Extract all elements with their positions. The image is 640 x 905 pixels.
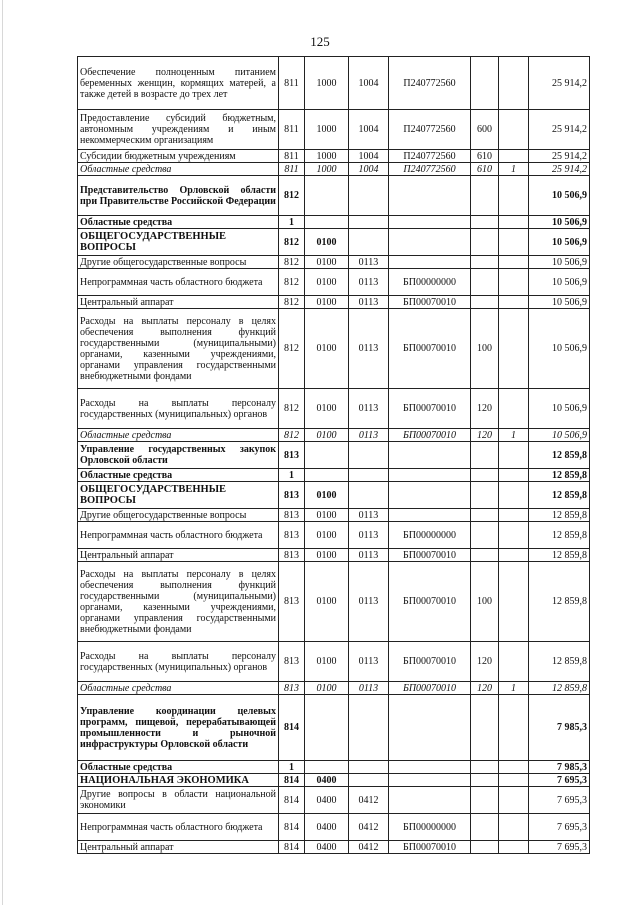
row-funding-source — [499, 229, 529, 256]
row-funding-source — [499, 216, 529, 229]
row-ved-code: 814 — [279, 814, 305, 841]
row-funding-source — [499, 296, 529, 309]
row-subsection-code — [349, 695, 389, 761]
row-name: Непрограммная часть областного бюджета — [78, 522, 279, 549]
table-row — [78, 176, 590, 216]
row-expense-type — [471, 841, 499, 854]
table-row — [78, 256, 590, 269]
row-name: ОБЩЕГОСУДАРСТВЕННЫЕ ВОПРОСЫ — [78, 229, 279, 256]
row-ved-code: 813 — [279, 549, 305, 562]
row-section-code — [305, 695, 349, 761]
row-funding-source — [499, 57, 529, 110]
table-row — [78, 841, 590, 854]
row-ved-code: 813 — [279, 482, 305, 509]
page-number: 125 — [310, 34, 330, 49]
table-row — [78, 269, 590, 296]
row-expense-type — [471, 549, 499, 562]
row-ved-code: 812 — [279, 429, 305, 442]
row-funding-source — [499, 549, 529, 562]
row-name: Центральный аппарат — [78, 296, 279, 309]
row-subsection-code — [349, 216, 389, 229]
row-subsection-code — [349, 774, 389, 787]
row-amount: 10 506,9 — [529, 309, 590, 389]
row-section-code: 0100 — [305, 256, 349, 269]
table-row — [78, 110, 590, 150]
row-amount: 10 506,9 — [529, 256, 590, 269]
table-row — [78, 429, 590, 442]
row-subsection-code: 1004 — [349, 110, 389, 150]
row-name: Областные средства — [78, 163, 279, 176]
row-subsection-code: 0113 — [349, 429, 389, 442]
row-expense-type — [471, 469, 499, 482]
table-row — [78, 642, 590, 682]
row-expense-type — [471, 787, 499, 814]
row-subsection-code: 0113 — [349, 296, 389, 309]
row-amount: 10 506,9 — [529, 296, 590, 309]
row-amount: 12 859,8 — [529, 522, 590, 549]
row-name: НАЦИОНАЛЬНАЯ ЭКОНОМИКА — [78, 774, 279, 787]
row-name: Центральный аппарат — [78, 841, 279, 854]
row-amount: 7 985,3 — [529, 695, 590, 761]
row-expense-type — [471, 442, 499, 469]
row-funding-source — [499, 642, 529, 682]
row-name: Расходы на выплаты персоналу государственных (муниципальных) органов — [78, 389, 279, 429]
table-row — [78, 389, 590, 429]
row-amount: 7 695,3 — [529, 841, 590, 854]
row-subsection-code — [349, 469, 389, 482]
row-expense-type: 100 — [471, 309, 499, 389]
row-ved-code: 1 — [279, 216, 305, 229]
row-funding-source — [499, 150, 529, 163]
row-target-article: БП00070010 — [389, 296, 471, 309]
row-funding-source — [499, 176, 529, 216]
row-subsection-code: 0412 — [349, 841, 389, 854]
row-amount: 10 506,9 — [529, 389, 590, 429]
row-name: ОБЩЕГОСУДАРСТВЕННЫЕ ВОПРОСЫ — [78, 482, 279, 509]
row-expense-type — [471, 229, 499, 256]
row-section-code: 0100 — [305, 309, 349, 389]
row-amount: 10 506,9 — [529, 269, 590, 296]
row-name: Центральный аппарат — [78, 549, 279, 562]
row-section-code: 0100 — [305, 296, 349, 309]
row-ved-code: 813 — [279, 509, 305, 522]
row-section-code — [305, 442, 349, 469]
table-row — [78, 695, 590, 761]
row-target-article: П240772560 — [389, 110, 471, 150]
row-target-article — [389, 469, 471, 482]
row-funding-source — [499, 389, 529, 429]
row-amount: 10 506,9 — [529, 429, 590, 442]
row-funding-source — [499, 509, 529, 522]
row-expense-type — [471, 482, 499, 509]
row-expense-type — [471, 269, 499, 296]
row-name: Управление координации целевых программ, пищевой, перерабатывающей промышленности и рыночной инфраструктуры Орловской области — [78, 695, 279, 761]
row-subsection-code: 0113 — [349, 642, 389, 682]
row-section-code: 1000 — [305, 57, 349, 110]
table-row — [78, 469, 590, 482]
table-row — [78, 761, 590, 774]
row-name: Расходы на выплаты персоналу в целях обеспечения выполнения функций государственными (муниципальными) органами, казенными учреждениями, органами управления государственными внебюджетными фондами — [78, 562, 279, 642]
row-funding-source — [499, 110, 529, 150]
row-amount: 7 695,3 — [529, 774, 590, 787]
row-subsection-code: 0113 — [349, 389, 389, 429]
row-expense-type — [471, 695, 499, 761]
row-section-code: 0400 — [305, 774, 349, 787]
row-funding-source — [499, 309, 529, 389]
table-row — [78, 163, 590, 176]
row-expense-type — [471, 509, 499, 522]
row-ved-code: 812 — [279, 296, 305, 309]
row-section-code — [305, 469, 349, 482]
row-funding-source — [499, 256, 529, 269]
table-row — [78, 814, 590, 841]
row-name: Другие общегосударственные вопросы — [78, 256, 279, 269]
row-subsection-code — [349, 482, 389, 509]
row-name: Областные средства — [78, 469, 279, 482]
row-expense-type — [471, 256, 499, 269]
row-subsection-code: 1004 — [349, 163, 389, 176]
row-amount: 10 506,9 — [529, 176, 590, 216]
row-amount: 7 695,3 — [529, 814, 590, 841]
table-row — [78, 562, 590, 642]
row-funding-source — [499, 469, 529, 482]
table-row — [78, 296, 590, 309]
row-funding-source — [499, 774, 529, 787]
row-amount: 7 985,3 — [529, 761, 590, 774]
table-row — [78, 150, 590, 163]
row-subsection-code — [349, 229, 389, 256]
row-name: Областные средства — [78, 429, 279, 442]
row-name: Областные средства — [78, 216, 279, 229]
row-amount: 25 914,2 — [529, 163, 590, 176]
row-amount: 12 859,8 — [529, 469, 590, 482]
row-section-code: 0100 — [305, 269, 349, 296]
row-funding-source — [499, 562, 529, 642]
row-expense-type: 120 — [471, 389, 499, 429]
row-name: Расходы на выплаты персоналу в целях обеспечения выполнения функций государственными (муниципальными) органами, казенными учреждениями, органами управления государственными внебюджетными фондами — [78, 309, 279, 389]
row-section-code — [305, 176, 349, 216]
row-funding-source — [499, 522, 529, 549]
row-name: Областные средства — [78, 682, 279, 695]
row-expense-type: 120 — [471, 642, 499, 682]
row-ved-code: 814 — [279, 774, 305, 787]
row-target-article: БП00000000 — [389, 522, 471, 549]
row-target-article: БП00070010 — [389, 682, 471, 695]
row-subsection-code — [349, 176, 389, 216]
row-section-code: 0100 — [305, 429, 349, 442]
row-amount: 12 859,8 — [529, 442, 590, 469]
table-row — [78, 522, 590, 549]
row-target-article — [389, 509, 471, 522]
row-subsection-code: 0412 — [349, 787, 389, 814]
row-target-article: П240772560 — [389, 163, 471, 176]
row-funding-source — [499, 841, 529, 854]
row-expense-type: 100 — [471, 562, 499, 642]
row-section-code: 1000 — [305, 110, 349, 150]
row-amount: 10 506,9 — [529, 216, 590, 229]
row-subsection-code: 0113 — [349, 562, 389, 642]
row-amount: 10 506,9 — [529, 229, 590, 256]
row-funding-source — [499, 482, 529, 509]
table-row — [78, 229, 590, 256]
row-target-article — [389, 482, 471, 509]
row-amount: 12 859,8 — [529, 682, 590, 695]
row-target-article — [389, 695, 471, 761]
row-ved-code: 1 — [279, 761, 305, 774]
row-ved-code: 813 — [279, 642, 305, 682]
row-ved-code: 814 — [279, 695, 305, 761]
row-section-code: 0100 — [305, 682, 349, 695]
row-target-article: БП00070010 — [389, 309, 471, 389]
row-target-article — [389, 442, 471, 469]
row-amount: 12 859,8 — [529, 509, 590, 522]
row-section-code — [305, 761, 349, 774]
row-funding-source — [499, 814, 529, 841]
row-amount: 12 859,8 — [529, 549, 590, 562]
row-funding-source — [499, 761, 529, 774]
row-ved-code: 813 — [279, 562, 305, 642]
row-ved-code: 814 — [279, 787, 305, 814]
row-funding-source — [499, 269, 529, 296]
row-subsection-code — [349, 761, 389, 774]
row-ved-code: 811 — [279, 110, 305, 150]
row-section-code: 0100 — [305, 522, 349, 549]
row-ved-code: 811 — [279, 150, 305, 163]
row-expense-type: 120 — [471, 682, 499, 695]
row-name: Непрограммная часть областного бюджета — [78, 269, 279, 296]
row-target-article — [389, 787, 471, 814]
row-amount: 25 914,2 — [529, 110, 590, 150]
row-subsection-code: 0113 — [349, 269, 389, 296]
row-name: Областные средства — [78, 761, 279, 774]
row-ved-code: 814 — [279, 841, 305, 854]
row-target-article: БП00070010 — [389, 642, 471, 682]
row-ved-code: 812 — [279, 389, 305, 429]
row-subsection-code: 0113 — [349, 509, 389, 522]
row-funding-source — [499, 442, 529, 469]
row-section-code: 0400 — [305, 841, 349, 854]
row-ved-code: 1 — [279, 469, 305, 482]
row-target-article: БП00070010 — [389, 429, 471, 442]
row-section-code: 1000 — [305, 150, 349, 163]
row-expense-type — [471, 57, 499, 110]
row-amount: 12 859,8 — [529, 562, 590, 642]
row-section-code: 1000 — [305, 163, 349, 176]
table-row — [78, 216, 590, 229]
row-section-code: 0100 — [305, 509, 349, 522]
table-row — [78, 309, 590, 389]
row-section-code — [305, 216, 349, 229]
table-row — [78, 509, 590, 522]
row-subsection-code: 0113 — [349, 549, 389, 562]
row-ved-code: 812 — [279, 269, 305, 296]
row-name: Представительство Орловской области при Правительстве Российской Федерации — [78, 176, 279, 216]
row-section-code: 0100 — [305, 482, 349, 509]
row-expense-type — [471, 814, 499, 841]
table-row — [78, 442, 590, 469]
row-ved-code: 813 — [279, 522, 305, 549]
table-row — [78, 682, 590, 695]
row-section-code: 0100 — [305, 562, 349, 642]
row-target-article: БП00070010 — [389, 549, 471, 562]
row-target-article — [389, 216, 471, 229]
row-target-article: БП00000000 — [389, 269, 471, 296]
row-section-code: 0100 — [305, 229, 349, 256]
row-subsection-code: 0113 — [349, 256, 389, 269]
scan-edge-line — [2, 0, 3, 905]
row-expense-type: 600 — [471, 110, 499, 150]
budget-table — [77, 56, 590, 854]
row-subsection-code: 1004 — [349, 150, 389, 163]
row-amount: 25 914,2 — [529, 150, 590, 163]
row-expense-type — [471, 761, 499, 774]
row-ved-code: 812 — [279, 176, 305, 216]
row-funding-source — [499, 787, 529, 814]
row-ved-code: 811 — [279, 163, 305, 176]
table-row — [78, 549, 590, 562]
row-expense-type — [471, 774, 499, 787]
row-expense-type — [471, 296, 499, 309]
row-ved-code: 811 — [279, 57, 305, 110]
row-target-article — [389, 774, 471, 787]
row-subsection-code: 0113 — [349, 682, 389, 695]
row-target-article: П240772560 — [389, 57, 471, 110]
row-section-code: 0400 — [305, 814, 349, 841]
row-expense-type — [471, 176, 499, 216]
row-subsection-code: 0113 — [349, 522, 389, 549]
row-name: Обеспечение полноценным питанием беременных женщин, кормящих матерей, а также детей в возрасте до трех лет — [78, 57, 279, 110]
row-section-code: 0100 — [305, 389, 349, 429]
row-section-code: 0100 — [305, 642, 349, 682]
row-name: Субсидии бюджетным учреждениям — [78, 150, 279, 163]
row-subsection-code: 1004 — [349, 57, 389, 110]
row-amount: 12 859,8 — [529, 642, 590, 682]
row-target-article: П240772560 — [389, 150, 471, 163]
row-target-article: БП00070010 — [389, 841, 471, 854]
row-funding-source — [499, 695, 529, 761]
row-ved-code: 813 — [279, 442, 305, 469]
row-amount: 12 859,8 — [529, 482, 590, 509]
row-subsection-code: 0412 — [349, 814, 389, 841]
row-target-article — [389, 229, 471, 256]
row-subsection-code — [349, 442, 389, 469]
row-name: Управление государственных закупок Орловской области — [78, 442, 279, 469]
row-subsection-code: 0113 — [349, 309, 389, 389]
row-target-article: БП00000000 — [389, 814, 471, 841]
row-expense-type — [471, 522, 499, 549]
row-section-code: 0400 — [305, 787, 349, 814]
row-expense-type: 610 — [471, 150, 499, 163]
row-section-code: 0100 — [305, 549, 349, 562]
table-row — [78, 787, 590, 814]
row-target-article — [389, 761, 471, 774]
row-ved-code: 812 — [279, 229, 305, 256]
row-target-article: БП00070010 — [389, 562, 471, 642]
table-row — [78, 57, 590, 110]
table-row — [78, 482, 590, 509]
table-row — [78, 774, 590, 787]
row-funding-source: 1 — [499, 429, 529, 442]
row-name: Непрограммная часть областного бюджета — [78, 814, 279, 841]
row-expense-type: 610 — [471, 163, 499, 176]
row-ved-code: 812 — [279, 309, 305, 389]
row-ved-code: 813 — [279, 682, 305, 695]
row-name: Предоставление субсидий бюджетным, автономным учреждениям и иным некоммерческим организациям — [78, 110, 279, 150]
row-target-article — [389, 176, 471, 216]
row-expense-type: 120 — [471, 429, 499, 442]
row-target-article: БП00070010 — [389, 389, 471, 429]
row-target-article — [389, 256, 471, 269]
row-funding-source: 1 — [499, 682, 529, 695]
row-ved-code: 812 — [279, 256, 305, 269]
row-name: Другие вопросы в области национальной экономики — [78, 787, 279, 814]
row-funding-source: 1 — [499, 163, 529, 176]
row-name: Расходы на выплаты персоналу государственных (муниципальных) органов — [78, 642, 279, 682]
row-amount: 7 695,3 — [529, 787, 590, 814]
row-expense-type — [471, 216, 499, 229]
row-amount: 25 914,2 — [529, 57, 590, 110]
row-name: Другие общегосударственные вопросы — [78, 509, 279, 522]
